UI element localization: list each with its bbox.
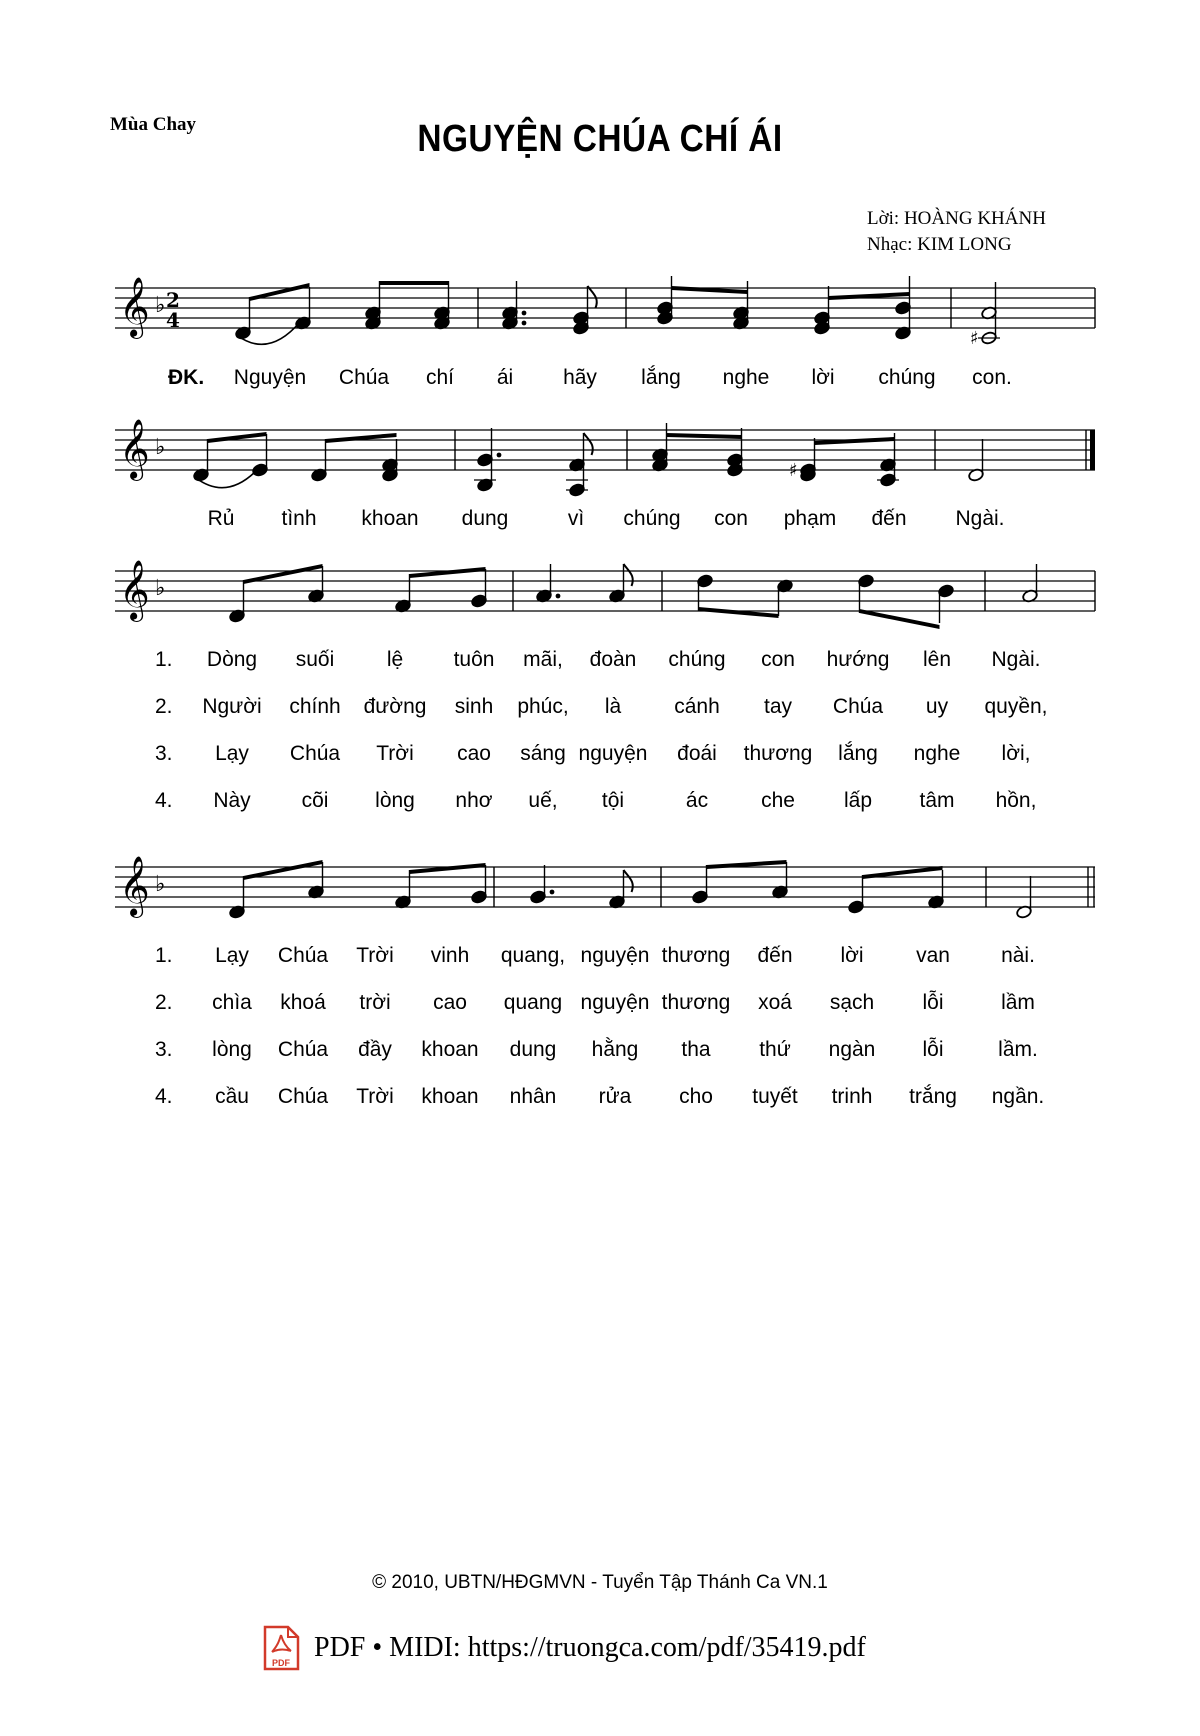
lyric-word: suối [295,648,335,671]
lyric-word: con [761,648,795,671]
lyric-word: Ngài. [955,507,1005,530]
lyric-word: khoan [421,1085,479,1108]
lyric-word: thứ [759,1038,791,1061]
lyric-word: lời [811,366,835,389]
lyric-word: hồn, [995,789,1037,812]
lyric-word: Ngài. [991,648,1041,671]
lyric-word: uy [925,695,949,718]
lyric-word: trắng [909,1085,957,1108]
lyric-word: quang, [500,944,566,967]
lyric-word: trinh [831,1085,873,1108]
refrain-lyrics-2 [0,507,1200,537]
augmentation-dot [556,594,561,599]
lyric-word: Trời [376,742,414,765]
lyric-word: ái [496,366,514,389]
lyric-word: cho [679,1085,713,1108]
lyric-word: chìa [212,991,252,1014]
lyric-word: Dòng [206,648,258,671]
lyric-word: cao [433,991,467,1014]
treble-clef-icon: 𝄞 [119,856,150,916]
verse-b-line-2 [0,991,1200,1021]
lyric-word: khoan [361,507,419,530]
lyric-word: lắng [838,742,878,765]
lyric-word: nguyện [580,944,650,967]
lyric-word: tay [763,695,793,718]
lyric-word: sinh [454,695,494,718]
lyric-word: nhơ [455,789,493,812]
note-flag [624,564,633,586]
lyric-word: chúng [623,507,681,530]
refrain-label: ĐK. [168,366,205,389]
lyric-word: là [604,695,622,718]
treble-clef-icon: 𝄞 [119,419,150,479]
lyric-word: Này [213,789,251,812]
lyric-word: hướng [826,648,890,671]
beam [208,432,267,443]
lyric-word: Nguyện [233,366,307,389]
time-signature-bottom: 4 [166,308,180,332]
verse-number: 3. [155,742,173,765]
time-signature-top: 2 [166,288,180,312]
beam [380,281,449,285]
lyric-word: chúng [668,648,726,671]
lyric-word: lòng [375,789,415,812]
lyric-word: nguyện [578,742,648,765]
lyric-word: đoái [677,742,717,765]
verse-a-line-3 [0,742,1200,772]
lyric-word: đoàn [589,648,637,671]
lyric-word: tâm [919,789,955,812]
verse-number: 4. [155,789,173,812]
flat-icon: ♭ [155,293,166,318]
lyric-word: lệ [386,648,404,671]
lyric-word: đến [757,944,793,967]
lyric-word: Người [202,695,262,718]
lyric-word: cánh [674,695,720,718]
lyric-word: Chúa [832,695,884,718]
augmentation-dot [522,321,527,326]
lyric-word: chúng [878,366,936,389]
copyright-notice: © 2010, UBTN/HĐGMVN - Tuyển Tập Thánh Ca VN.1 [372,1572,828,1593]
lyric-word: lời, [1001,742,1031,765]
verse-number: 4. [155,1085,173,1108]
lyric-word: lấp [843,789,873,812]
lyric-word: nghe [722,366,770,389]
augmentation-dot [550,890,555,895]
verse-number: 2. [155,991,173,1014]
beam [707,860,787,869]
flat-icon: ♭ [155,435,166,460]
note-flag [588,286,597,308]
lyric-word: Rủ [207,507,235,530]
note-flag [624,870,633,892]
treble-clef-icon: 𝄞 [119,277,150,337]
lyric-word: đường [363,695,427,718]
pdf-icon-label: PDF [272,1658,290,1668]
lyric-word: khoan [421,1038,479,1061]
lyric-word: lầm. [998,1038,1038,1061]
beam [699,607,779,618]
lyric-word: cõi [301,789,329,812]
lyric-word: tha [681,1038,711,1061]
lyric-word: Chúa [338,366,390,389]
lyric-word: mãi, [523,648,563,671]
lyric-word: rửa [598,1085,632,1108]
beam [410,567,486,578]
lyric-word: nguyện [580,991,650,1014]
verse-b-line-4 [0,1085,1200,1115]
lyric-word: che [761,789,795,812]
lyric-word: sáng [520,742,566,765]
verse-a-line-4 [0,789,1200,819]
flat-icon: ♭ [155,576,166,601]
footer-link-text[interactable]: PDF • MIDI: https://truongca.com/pdf/35419.pdf [314,1632,866,1663]
augmentation-dot [522,311,527,316]
lyric-word: cầu [215,1085,249,1108]
note-flag [584,433,593,455]
lyricist: Lời: HOÀNG KHÁNH [867,208,1046,229]
lyric-word: Chúa [277,1085,329,1108]
lyric-word: Lạy [215,944,249,967]
lyric-word: thương [661,991,731,1014]
lyric-word: lỗi [922,991,944,1014]
lyric-word: ác [685,789,709,812]
lyric-word: phạm [783,507,837,530]
lyric-word: Lạy [215,742,249,765]
lyric-word: lỗi [922,1038,944,1061]
lyric-word: hằng [591,1038,639,1061]
verse-number: 2. [155,695,173,718]
lyric-word: lời [840,944,864,967]
treble-clef-icon: 𝄞 [119,560,150,620]
lyric-word: đến [871,507,907,530]
beam [815,437,895,445]
lyric-word: nghe [913,742,961,765]
beam [667,433,742,439]
lyric-word: cao [457,742,491,765]
lyric-word: dung [509,1038,557,1061]
lyric-word: uế, [528,789,558,812]
lyric-word: quang [503,991,563,1014]
final-barline-thick [1090,430,1095,470]
lyric-word: chí [425,366,455,389]
lyric-word: nài. [1001,944,1035,967]
lyric-word: trời [359,991,391,1014]
flat-icon: ♭ [155,872,166,897]
lyric-word: thương [743,742,813,765]
pdf-file-icon[interactable] [262,1625,300,1671]
verse-number: 1. [155,944,173,967]
composer: Nhạc: KIM LONG [867,234,1012,255]
lyric-word: vinh [430,944,470,967]
song-title: NGUYỆN CHÚA CHÍ ÁI [417,118,783,160]
lyric-word: Trời [356,1085,394,1108]
lyric-word: vì [567,507,585,530]
lyric-word: tuyết [752,1085,798,1108]
refrain-lyrics-1 [0,366,1200,396]
lyric-word: tuôn [453,648,495,671]
verse-a-line-2 [0,695,1200,725]
sharp-icon: ♯ [789,460,798,481]
lyric-word: tội [601,789,625,812]
lyric-word: Trời [356,944,394,967]
beam [860,609,940,629]
verse-number: 3. [155,1038,173,1061]
lyric-word: xoá [758,991,792,1014]
verse-number: 1. [155,648,173,671]
verse-a-line-1 [0,648,1200,678]
lyric-word: lầm [1001,991,1035,1014]
lyric-word: con [714,507,748,530]
lyric-word: Chúa [277,944,329,967]
lyric-word: khoá [280,991,326,1014]
lyric-word: lòng [212,1038,252,1061]
season-label: Mùa Chay [110,114,197,135]
lyric-word: lên [922,648,952,671]
lyric-word: quyền, [984,695,1048,718]
verse-b-line-3 [0,1038,1200,1068]
lyric-word: tình [281,507,317,530]
lyric-word: dung [461,507,509,530]
lyric-word: hãy [563,366,597,389]
lyric-word: thương [661,944,731,967]
verse-b-line-1 [0,944,1200,974]
lyric-word: phúc, [517,695,569,718]
lyric-word: sạch [829,991,875,1014]
sharp-icon: ♯ [970,328,979,349]
augmentation-dot [497,453,502,458]
beam [410,863,486,874]
beam [672,286,748,294]
lyric-word: Chúa [277,1038,329,1061]
lyric-word: chính [289,695,341,718]
lyric-word: đầy [358,1038,392,1061]
lyric-word: Chúa [289,742,341,765]
lyric-word: nhân [509,1085,557,1108]
download-footer[interactable] [262,1625,866,1671]
beam [326,433,397,443]
lyric-word: con. [972,366,1012,389]
lyric-word: van [916,944,950,967]
lyric-word: lắng [641,366,681,389]
lyric-word: ngần. [991,1085,1045,1108]
lyric-word: ngàn [828,1038,876,1061]
beam [829,292,910,300]
